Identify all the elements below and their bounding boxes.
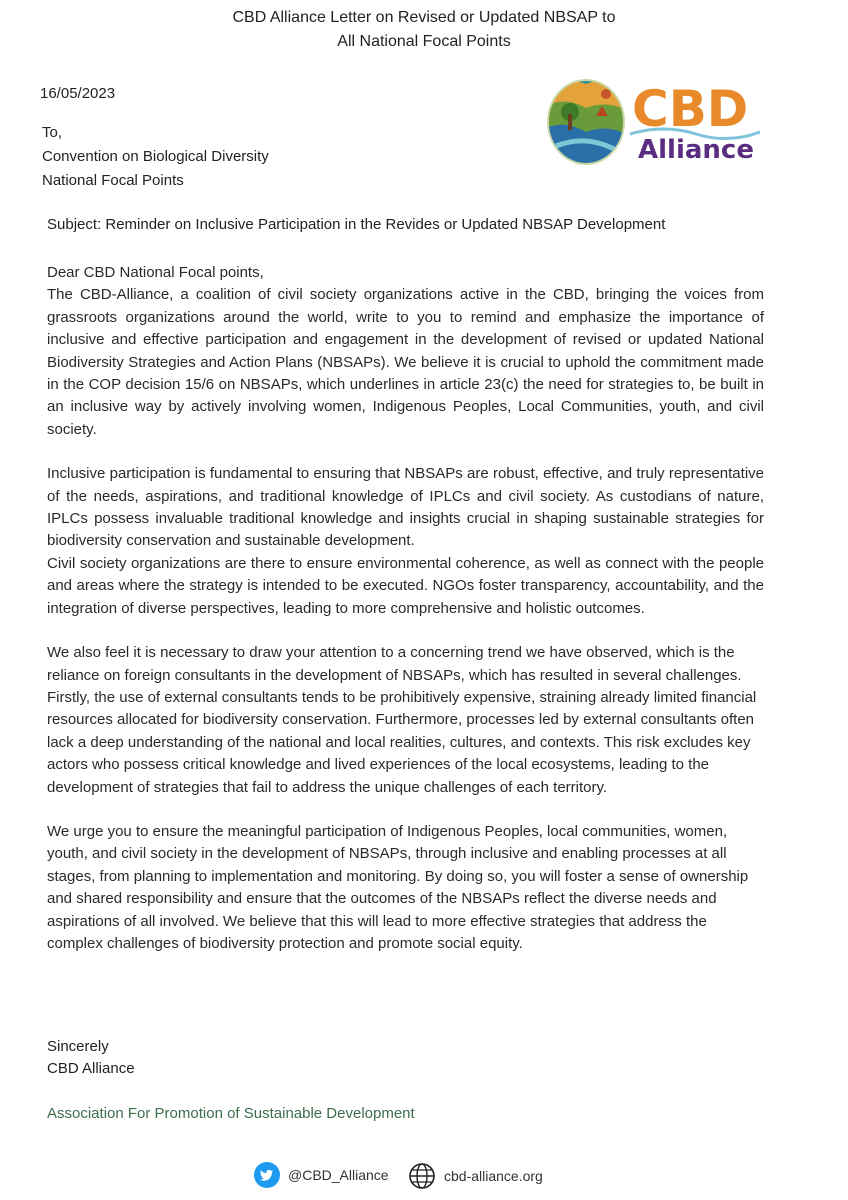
letter-date: 16/05/2023 <box>40 85 116 102</box>
paragraph-intro: The CBD-Alliance, a coalition of civil society organizations active in the CBD, bringing the voices from grassroots organizations around the world, write to you to remind and emphasize the importance of inclusive and effective participation and engagement in the development of revised or updated National Biodiversity Strategies and Action Plans (NBSAPs). We believe it is crucial to uphold the commitment made in the COP decision 15/6 on NBSAPs, which underlines in article 23(c) the need for strategies to, be built in an inclusive way by actively involving women, Indigenous Peoples, Local Communities, youth, and civil society. <box>47 286 764 438</box>
twitter-icon <box>254 1162 280 1188</box>
paragraph-consultants: We also feel it is necessary to draw your attention to a concerning trend we have observed, which is the reliance on foreign consultants in the development of NBSAPs, which has resulted in several challenges. Firstly, the use of external consultants tends to be prohibitively expensive, straining already limited financial resources allocated for biodiversity conservation. Furthermore, processes led by external consultants often lack a deep understanding of the national and local realities, cultures, and contexts. This risk excludes key actors who possess critical knowledge and lived experiences of the local ecosystems, leading to the development of strategies that fail to address the unique challenges of each territory. <box>47 644 757 796</box>
twitter-handle: @CBD_Alliance <box>288 1167 389 1183</box>
paragraph-inclusive-participation: Inclusive participation is fundamental to ensuring that NBSAPs are robust, effective, and truly representative of the needs, aspirations, and traditional knowledge of IPLCs and civil society. As custodians of nature, IPLCs possess invaluable traditional knowledge and insights crucial in shaping sustainable strategies for biodiversity conservation and sustainable development. <box>47 465 764 550</box>
paragraph-urge: We urge you to ensure the meaningful participation of Indigenous Peoples, local communities, women, youth, and civil society in the development of NBSAPs, through inclusive and enabling processes at all stages, from planning to implementation and monitoring. By doing so, you will foster a sense of ownership and shared responsibility and ensure that the outcomes of the NBSAPs reflect the diverse needs and aspirations of all involved. We believe that this will lead to more effective strategies that address the complex challenges of biodiversity protection and promote social equity. <box>47 822 749 952</box>
cbd-alliance-logo <box>546 76 760 168</box>
signatory: CBD Alliance <box>47 1060 135 1077</box>
recipient-line-1: Convention on Biological Diversity <box>42 148 269 165</box>
organization-name: Association For Promotion of Sustainable Development <box>47 1105 415 1122</box>
website-url: cbd-alliance.org <box>444 1168 543 1184</box>
logo-cbd-text: CBD <box>632 80 749 138</box>
letter-subject: Subject: Reminder on Inclusive Participation in the Revides or Updated NBSAP Development <box>47 216 666 233</box>
signoff <box>47 1036 135 1080</box>
recipient-address <box>42 121 269 193</box>
title-line-2: All National Focal Points <box>337 33 511 50</box>
logo-alliance-text: Alliance <box>638 135 754 165</box>
logo-emblem-icon <box>546 76 760 168</box>
title-line-1: CBD Alliance Letter on Revised or Updated NBSAP to <box>232 9 616 26</box>
letter-body <box>47 262 764 955</box>
salutation: Dear CBD National Focal points, <box>47 264 264 281</box>
paragraph-civil-society: Civil society organizations are there to ensure environmental coherence, as well as connect with the people and areas where the strategy is intended to be executed. NGOs foster transparency, accountability, and the integration of diverse perspectives, leading to more comprehensive and holistic outcomes. <box>47 554 764 617</box>
footer <box>0 1162 848 1194</box>
globe-icon <box>408 1162 436 1190</box>
recipient-line-2: National Focal Points <box>42 172 184 189</box>
document-title <box>0 6 848 54</box>
closing: Sincerely <box>47 1038 109 1055</box>
footer-twitter[interactable] <box>254 1162 389 1188</box>
footer-website[interactable] <box>408 1162 543 1190</box>
address-to: To, <box>42 124 63 141</box>
